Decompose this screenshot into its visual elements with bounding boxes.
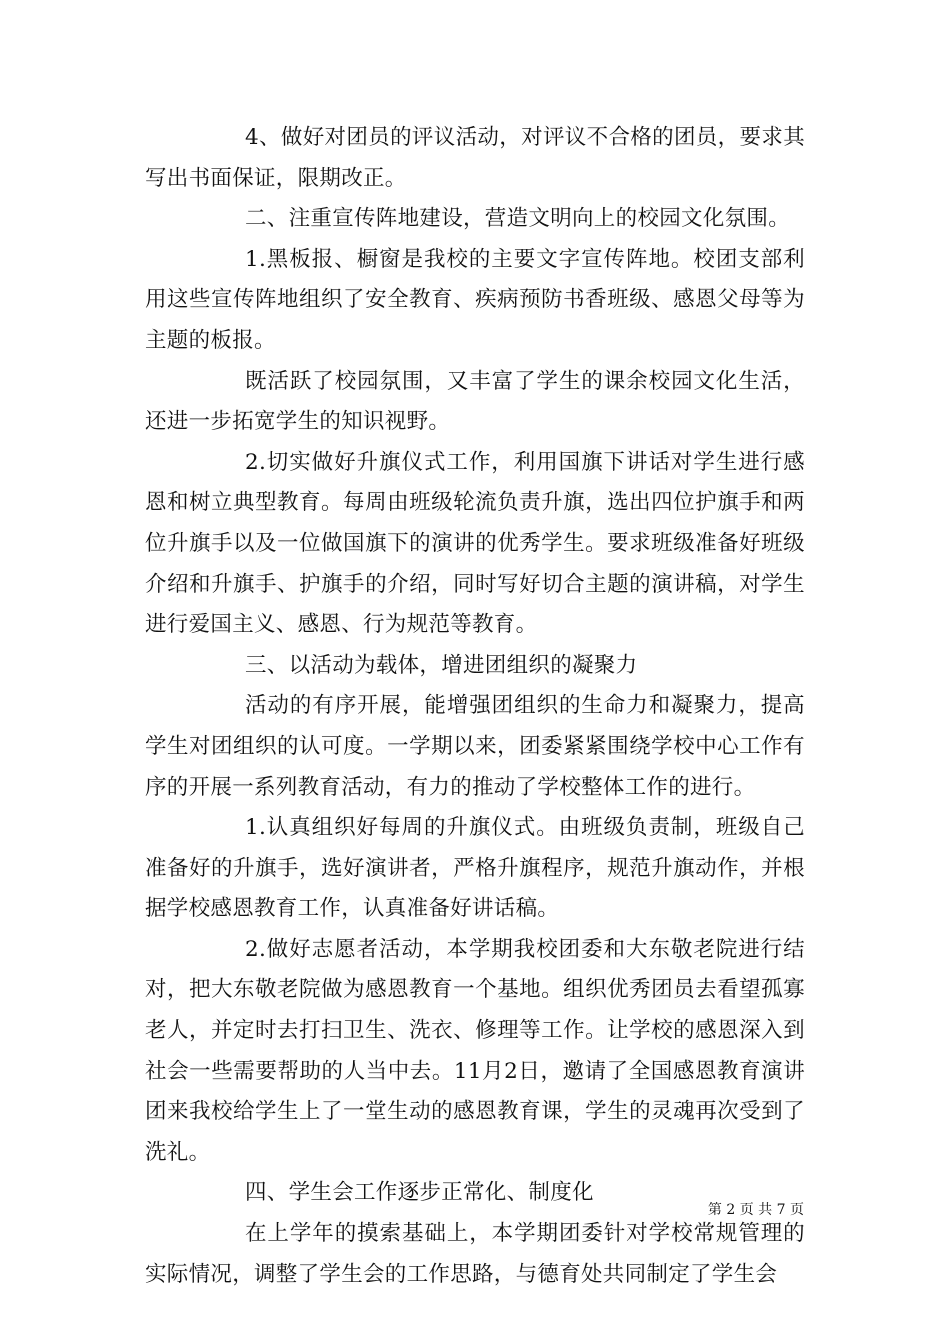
document-body [145,118,805,1295]
paragraph-activities-intro: 活动的有序开展，能增强团组织的生命力和凝聚力，提高学生对团组织的认可度。一学期以来，团委紧紧围绕学校中心工作有序的开展一系列教育活动，有力的推动了学校整体工作的进行。 [145,693,805,800]
paragraph-student-union: 在上学年的摸索基础上，本学期团委针对学校常规管理的实际情况，调整了学生会的工作思路，与德育处共同制定了学生会 [145,1221,805,1287]
paragraph-flag-ceremony: 2.切实做好升旗仪式工作，利用国旗下讲话对学生进行感恩和树立典型教育。每周由班级轮流负责升旗，选出四位护旗手和两位升旗手以及一位做国旗下的演讲的优秀学生。要求班级准备好班级介绍和升旗手、护旗手的介绍，同时写好切合主题的演讲稿，对学生进行爱国主义、感恩、行为规范等教育。 [145,449,805,638]
section-heading-3: 三、以活动为载体，增进团组织的凝聚力 [245,652,638,678]
paragraph-item-4-review: 4、做好对团员的评议活动，对评议不合格的团员，要求其写出书面保证，限期改正。 [145,125,805,191]
section-heading-4: 四、学生会工作逐步正常化、制度化 [245,1180,594,1206]
paragraph-campus-atmosphere: 既活跃了校园氛围，又丰富了学生的课余校园文化生活，还进一步拓宽学生的知识视野。 [145,368,805,435]
section-heading-2: 二、注重宣传阵地建设，营造文明向上的校园文化氛围。 [245,206,791,232]
paragraph-blackboard: 1.黑板报、橱窗是我校的主要文字宣传阵地。校团支部利用这些宣传阵地组织了安全教育、疾病预防书香班级、感恩父母等为主题的板报。 [145,246,805,353]
paragraph-volunteer: 2.做好志愿者活动，本学期我校团委和大东敬老院进行结对，把大东敬老院做为感恩教育一个基地。组织优秀团员去看望孤寡老人，并定时去打扫卫生、洗衣、修理等工作。让学校的感恩深入到社会一些需要帮助的人当中去。11月2日，邀请了全国感恩教育演讲团来我校给学生上了一堂生动的感恩教育课，学生的灵魂再次受到了洗礼。 [145,936,805,1165]
paragraph-weekly-flag: 1.认真组织好每周的升旗仪式。由班级负责制，班级自己准备好的升旗手，选好演讲者，严格升旗程序，规范升旗动作，并根据学校感恩教育工作，认真准备好讲话稿。 [145,815,805,922]
page-number: 第 2 页 共 7 页 [707,1202,804,1218]
